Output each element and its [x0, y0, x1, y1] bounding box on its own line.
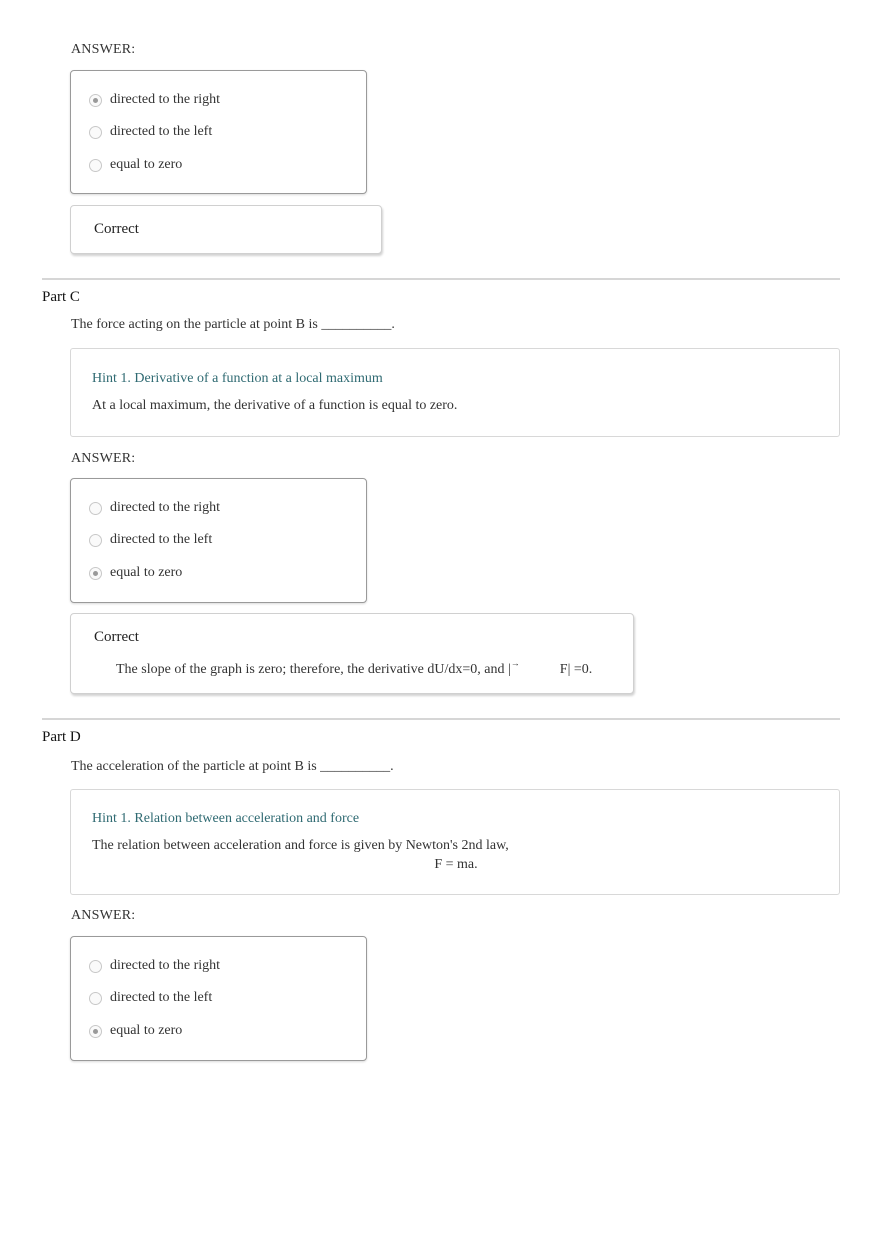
option-label: equal to zero	[110, 565, 183, 580]
section-divider	[42, 278, 840, 280]
option-label: directed to the left	[110, 532, 213, 547]
hint-text: At a local maximum, the derivative of a function is equal to zero.	[92, 398, 458, 413]
radio-icon[interactable]	[89, 1025, 102, 1038]
hint-text: The relation between acceleration and force is given by Newton's 2nd law,	[92, 838, 509, 853]
radio-icon[interactable]	[89, 502, 102, 515]
option-label: directed to the right	[110, 92, 221, 107]
answer-options-box	[70, 936, 367, 1061]
question-text: The force acting on the particle at point B is __________.	[71, 317, 395, 332]
feedback-box	[70, 205, 382, 254]
section-divider	[42, 718, 840, 720]
feedback-title: Correct	[94, 221, 139, 237]
option-directed-left[interactable]	[89, 530, 212, 550]
answer-label: ANSWER:	[71, 451, 136, 466]
answer-options-box	[70, 70, 367, 194]
answer-options-box	[70, 478, 367, 603]
explanation-text: The slope of the graph is zero; therefore, the derivative dU/dx=0, and |	[116, 662, 511, 677]
option-directed-left[interactable]	[89, 122, 212, 142]
hint-title[interactable]: Hint 1. Derivative of a function at a local maximum	[92, 371, 383, 386]
radio-icon[interactable]	[89, 159, 102, 172]
radio-icon[interactable]	[89, 534, 102, 547]
radio-icon[interactable]	[89, 126, 102, 139]
option-equal-zero[interactable]	[89, 563, 182, 583]
hint-box	[70, 348, 840, 437]
question-text: The acceleration of the particle at point B is __________.	[71, 759, 394, 774]
option-directed-right[interactable]	[89, 90, 220, 110]
feedback-title: Correct	[94, 629, 139, 645]
option-directed-right[interactable]	[89, 956, 220, 976]
radio-icon[interactable]	[89, 94, 102, 107]
option-label: equal to zero	[110, 157, 183, 172]
hint-formula: F = ma.	[434, 857, 478, 872]
vector-arrow-icon: →	[510, 658, 520, 668]
option-label: equal to zero	[110, 1023, 183, 1038]
option-equal-zero[interactable]	[89, 155, 182, 175]
option-label: directed to the right	[110, 958, 221, 973]
option-label: directed to the left	[110, 124, 213, 139]
option-directed-left[interactable]	[89, 988, 212, 1008]
radio-icon[interactable]	[89, 992, 102, 1005]
part-title: Part D	[42, 729, 81, 745]
option-equal-zero[interactable]	[89, 1021, 182, 1041]
option-label: directed to the right	[110, 500, 221, 515]
explanation-tail: F| =0.	[559, 662, 593, 677]
radio-icon[interactable]	[89, 960, 102, 973]
radio-icon[interactable]	[89, 567, 102, 580]
option-label: directed to the left	[110, 990, 213, 1005]
feedback-box	[70, 613, 634, 694]
option-directed-right[interactable]	[89, 498, 220, 518]
feedback-explanation	[116, 658, 593, 678]
answer-label: ANSWER:	[71, 908, 136, 923]
hint-box	[70, 789, 840, 895]
hint-title[interactable]: Hint 1. Relation between acceleration and force	[92, 811, 360, 826]
answer-label: ANSWER:	[71, 42, 136, 57]
part-title: Part C	[42, 289, 80, 305]
